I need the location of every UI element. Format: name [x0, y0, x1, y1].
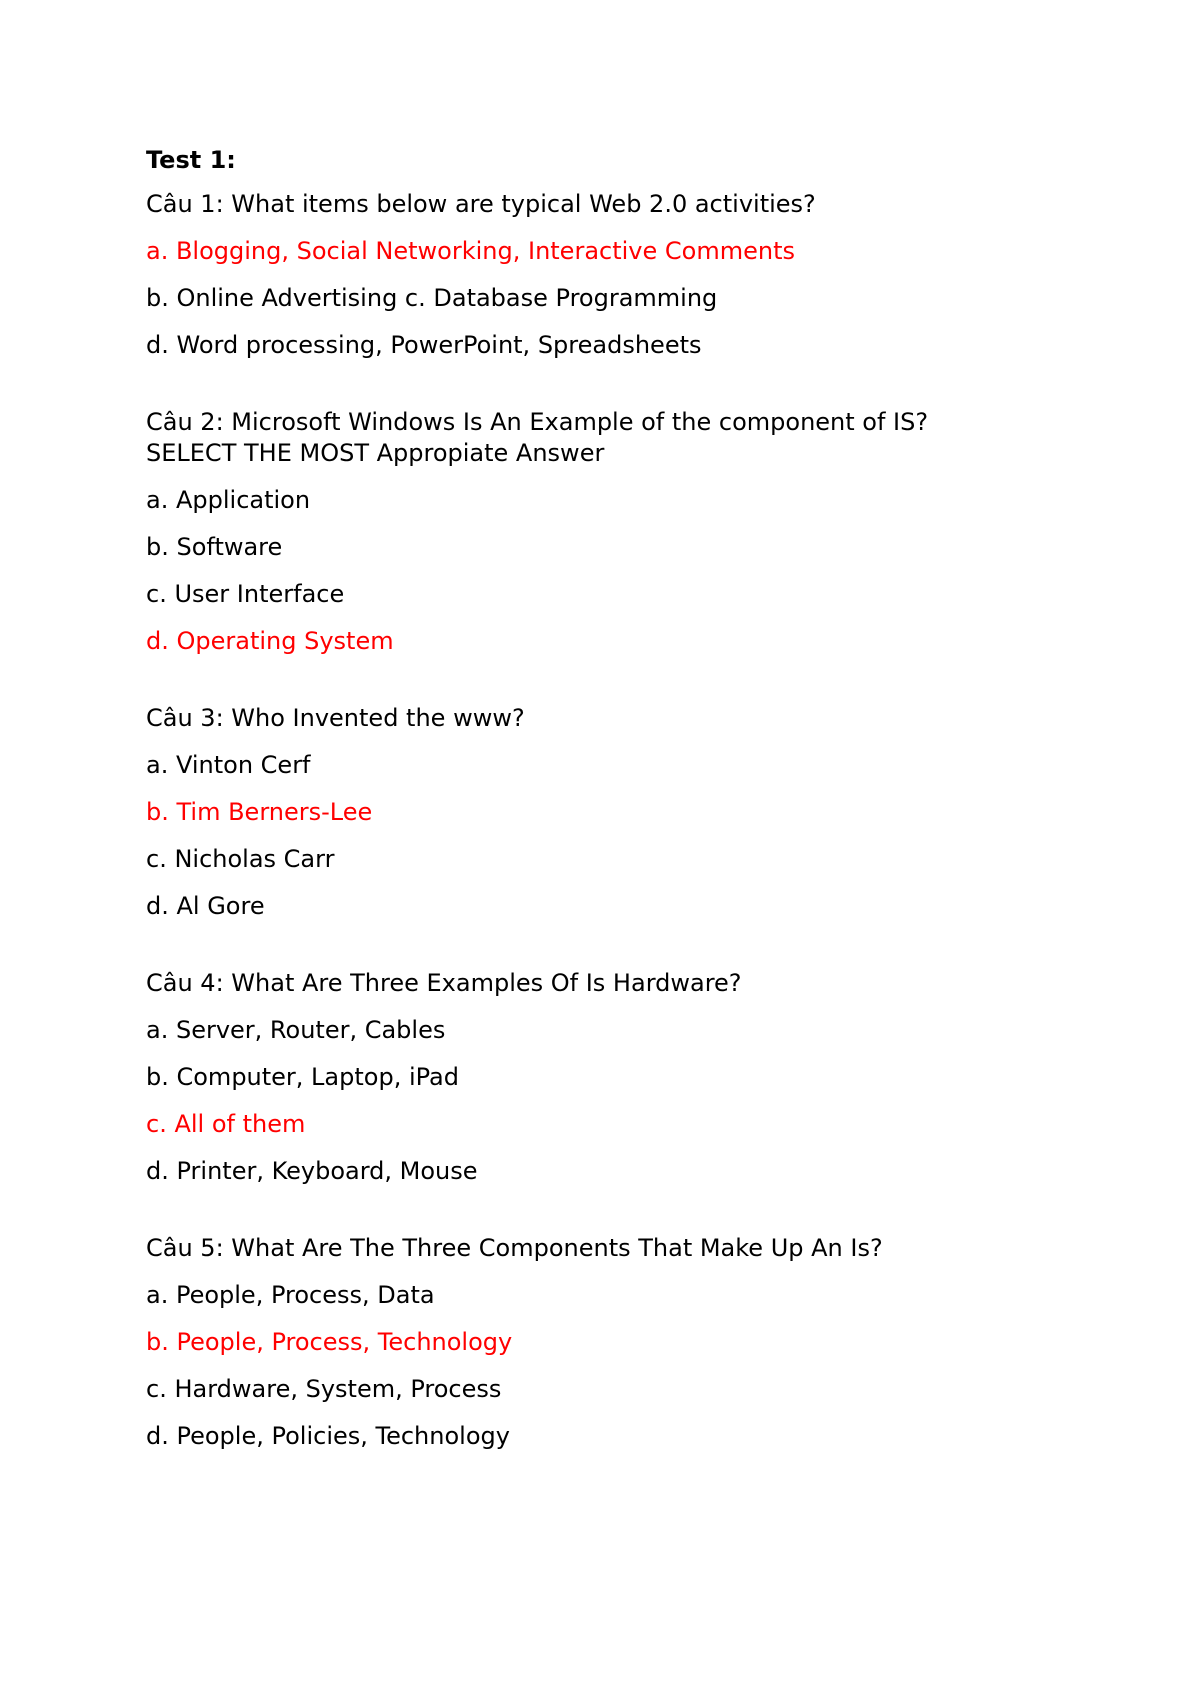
answer-option: c. Hardware, System, Process — [146, 1375, 502, 1403]
answer-option: d. Word processing, PowerPoint, Spreadsheets — [146, 331, 702, 359]
question-text: Câu 1: What items below are typical Web 2.0 activities? — [146, 190, 816, 218]
document-content — [146, 142, 1106, 1498]
question-text: Câu 3: Who Invented the www? — [146, 704, 525, 732]
answer-option: a. Server, Router, Cables — [146, 1016, 446, 1044]
answer-option-correct: b. Tim Berners-Lee — [146, 798, 373, 826]
question-2 — [146, 407, 1106, 657]
answer-option: b. Online Advertising c. Database Programming — [146, 284, 718, 312]
test-title: Test 1: — [146, 146, 236, 174]
answer-option: a. People, Process, Data — [146, 1281, 435, 1309]
answer-option: b. Software — [146, 533, 283, 561]
answer-option-correct: b. People, Process, Technology — [146, 1328, 513, 1356]
answer-option-correct: c. All of them — [146, 1110, 306, 1138]
question-5 — [146, 1233, 1106, 1452]
answer-option: a. Application — [146, 486, 311, 514]
answer-option: a. Vinton Cerf — [146, 751, 311, 779]
question-text: Câu 2: Microsoft Windows Is An Example of the component of IS? SELECT THE MOST Appropiate Answer — [146, 408, 929, 467]
answer-option-correct: d. Operating System — [146, 627, 394, 655]
answer-option: b. Computer, Laptop, iPad — [146, 1063, 459, 1091]
question-4 — [146, 968, 1106, 1187]
question-text: Câu 5: What Are The Three Components That Make Up An Is? — [146, 1234, 883, 1262]
answer-option: c. Nicholas Carr — [146, 845, 335, 873]
question-1 — [146, 189, 1106, 361]
question-text: Câu 4: What Are Three Examples Of Is Hardware? — [146, 969, 742, 997]
question-3 — [146, 703, 1106, 922]
answer-option: d. Printer, Keyboard, Mouse — [146, 1157, 478, 1185]
question-list — [146, 189, 1106, 1452]
answer-option: d. Al Gore — [146, 892, 265, 920]
answer-option-correct: a. Blogging, Social Networking, Interactive Comments — [146, 237, 795, 265]
answer-option: d. People, Policies, Technology — [146, 1422, 510, 1450]
answer-option: c. User Interface — [146, 580, 345, 608]
